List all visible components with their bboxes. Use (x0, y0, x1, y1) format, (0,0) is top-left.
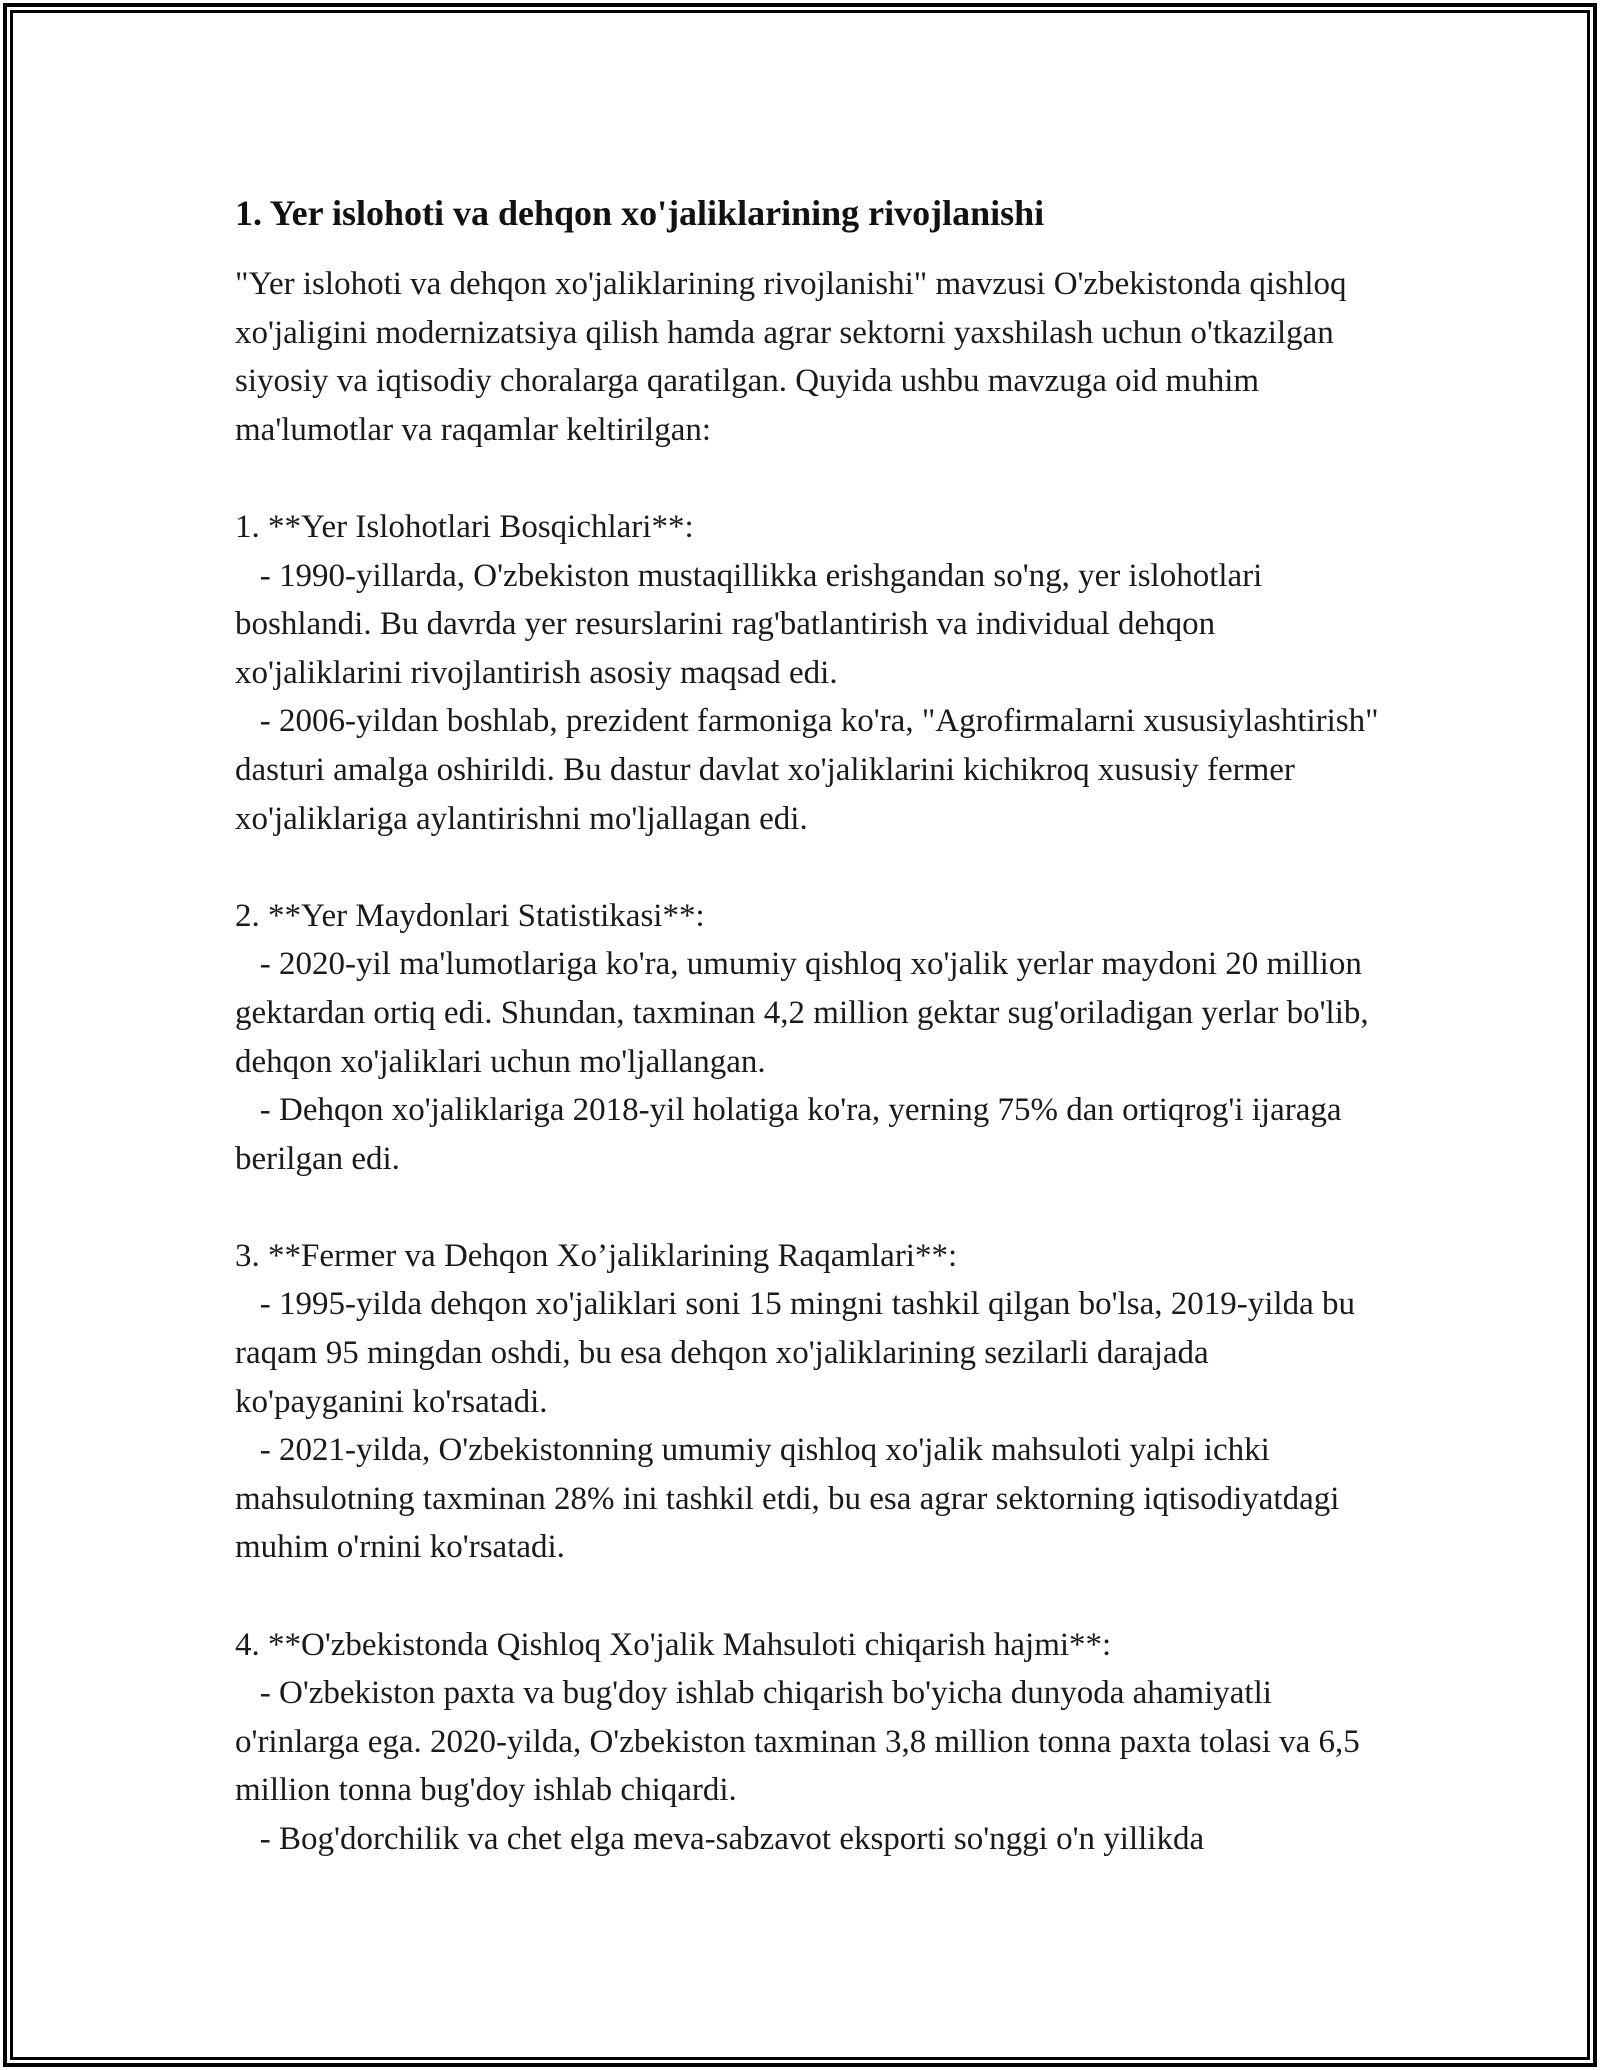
section-2 (235, 892, 1385, 1184)
section-item: - Bog'dorchilik va chet elga meva-sabzavot eksporti so'nggi o'n yillikda (235, 1821, 1205, 1857)
section-item: - O'zbekiston paxta va bug'doy ishlab chiqarish bo'yicha dunyoda ahamiyatli o'rinlarga ega. 2020-yilda, O'zbekiston taxminan 3,8 million tonna paxta tolasi va 6,5 million tonna bug'doy ishlab chiqardi. (235, 1675, 1369, 1809)
spacer (235, 454, 1385, 503)
document-title: 1. Yer islohoti va dehqon xo'jaliklarining rivojlanishi (235, 193, 1045, 233)
section-heading: 1. **Yer Islohotlari Bosqichlari**: (235, 508, 694, 545)
document-body (235, 188, 1385, 1864)
spacer (235, 1572, 1385, 1621)
section-item: - 2020-yil ma'lumotlariga ko'ra, umumiy qishloq xo'jalik yerlar maydoni 20 million gektardan ortiq edi. Shundan, taxminan 4,2 million gektar sug'oriladigan yerlar bo'lib, dehqon xo'jaliklari uchun mo'ljallangan. (235, 946, 1377, 1080)
section-item: - Dehqon xo'jaliklariga 2018-yil holatiga ko'ra, yerning 75% dan ortiqrog'i ijaraga berilgan edi. (235, 1092, 1350, 1177)
section-item: - 2021-yilda, O'zbekistonning umumiy qishloq xo'jalik mahsuloti yalpi ichki mahsulotning taxminan 28% ini tashkil etdi, bu esa agrar sektorning iqtisodiyatdagi muhim o'rnini ko'rsatadi. (235, 1432, 1348, 1566)
section-heading: 3. **Fermer va Dehqon Xo’jaliklarining Raqamlari**: (235, 1237, 958, 1274)
intro-paragraph: "Yer islohoti va dehqon xo'jaliklarining rivojlanishi" mavzusi O'zbekistonda qishloq xo'jaligini modernizatsiya qilish hamda agrar sektorni yaxshilash uchun o'tkazilgan siyosiy va iqtisodiy choralarga qaratilgan. Quyida ushbu mavzuga oid muhim ma'lumotlar va raqamlar keltirilgan: (235, 266, 1355, 448)
section-item: - 1990-yillarda, O'zbekiston mustaqillikka erishgandan so'ng, yer islohotlari boshlandi. Bu davrda yer resurslarini rag'batlantirish va individual dehqon xo'jaliklarini rivojlantirish asosiy maqsad edi. (235, 557, 1271, 691)
section-heading: 2. **Yer Maydonlari Statistikasi**: (235, 897, 705, 934)
section-1 (235, 503, 1385, 843)
section-3 (235, 1232, 1385, 1572)
section-item: - 2006-yildan boshlab, prezident farmoniga ko'ra, "Agrofirmalarni xususiylashtirish" dasturi amalga oshirildi. Bu dastur davlat xo'jaliklarini kichikroq xususiy fermer xo'jaliklariga aylantirishni mo'ljallagan edi. (235, 703, 1387, 837)
section-4 (235, 1621, 1385, 1864)
section-heading: 4. **O'zbekistonda Qishloq Xo'jalik Mahsuloti chiqarish hajmi**: (235, 1626, 1112, 1663)
spacer (235, 843, 1385, 892)
spacer (235, 1183, 1385, 1232)
section-item: - 1995-yilda dehqon xo'jaliklari soni 15 mingni tashkil qilgan bo'lsa, 2019-yilda bu raqam 95 mingdan oshdi, bu esa dehqon xo'jaliklarining sezilarli darajada ko'payganini ko'rsatadi. (235, 1286, 1364, 1420)
